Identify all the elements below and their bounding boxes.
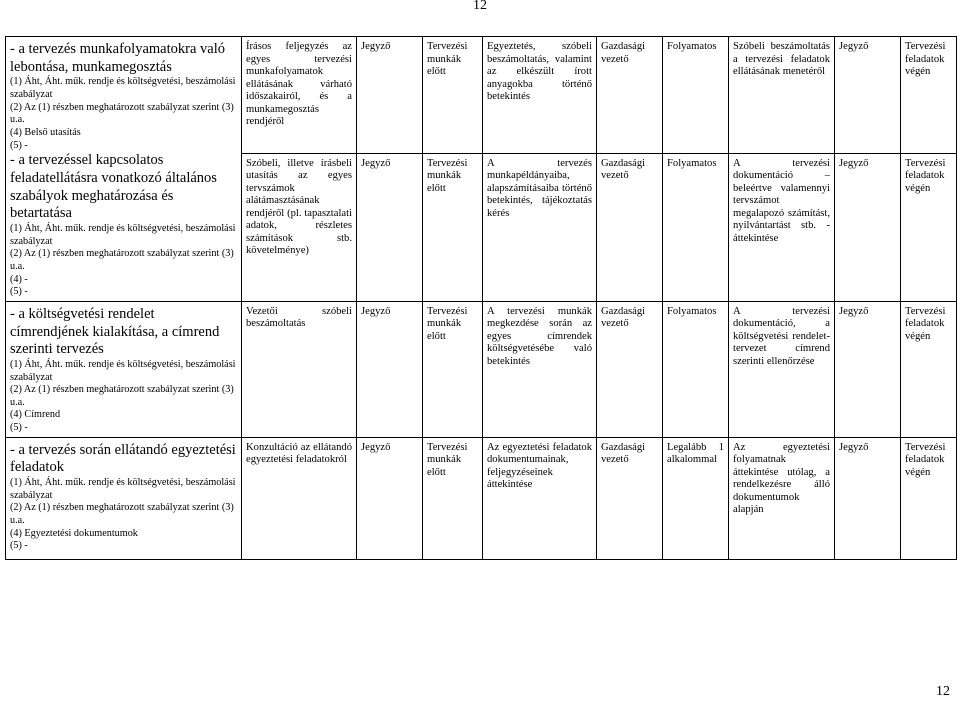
- timing: Tervezési munkák előtt: [423, 301, 483, 437]
- checker: Gazdasági vezető: [597, 37, 663, 154]
- reviewer: Jegyző: [835, 437, 901, 559]
- activity-title: - a költségvetési rendelet címrendjének kialakítása, a címrend szerinti tervezés: [10, 305, 220, 358]
- table-row: [6, 301, 957, 437]
- activity-ref: (5) -: [10, 540, 28, 552]
- activity-ref: (2) Az (1) részben meghatározott szabályzat szerint (3) u.a.: [10, 384, 234, 408]
- checker: Gazdasági vezető: [597, 437, 663, 559]
- frequency: Folyamatos: [663, 301, 729, 437]
- review-timing: Tervezési feladatok végén: [901, 153, 957, 301]
- activity-ref: (2) Az (1) részben meghatározott szabályzat szerint (3) u.a.: [10, 502, 234, 527]
- activity-ref: (4) Belső utasítás: [10, 126, 81, 138]
- frequency: Folyamatos: [663, 153, 729, 301]
- timing: Tervezési munkák előtt: [423, 153, 483, 301]
- activity-ref: (5) -: [10, 139, 28, 151]
- reviewer: Jegyző: [835, 153, 901, 301]
- page-number-top: 12: [473, 0, 487, 13]
- review-method: Az egyeztetési folyamatnak áttekintése utólag, a rendelkezésre álló dokumentumok alapján: [729, 437, 835, 559]
- activity-ref: (1) Áht, Áht. műk. rendje és költségvetési, beszámolási szabályzat: [10, 477, 236, 501]
- control-method: Írásos feljegyzés az egyes tervezési munkafolyamatok ellátásának várható időszakairól, és a munkamegosztás rendjéről: [242, 37, 357, 154]
- control-method: Szóbeli, illetve írásbeli utasítás az egyes tervszámok alátámasztásának rendjéről (pl. tapasztalati adatok, részletes számítások stb. követelménye): [242, 153, 357, 301]
- check-method: A tervezési munkák megkezdése során az egyes címrendek költségvetésébe való betekintés: [483, 301, 597, 437]
- check-method: Egyeztetés, szóbeli beszámoltatás, valamint az elkészült írott anyagokba történő betekintés: [483, 37, 597, 154]
- activity-title: - a tervezés munkafolyamatokra való lebontása, munkamegosztás: [10, 41, 225, 75]
- activity-ref: (5) -: [10, 286, 28, 298]
- frequency: Folyamatos: [663, 37, 729, 154]
- activity-ref: (4) Címrend: [10, 409, 61, 421]
- control-method: Vezetői szóbeli beszámoltatás: [242, 301, 357, 437]
- review-timing: Tervezési feladatok végén: [901, 437, 957, 559]
- review-method: A tervezési dokumentáció, a költségvetési rendelet-tervezet címrend szerinti ellenőrzése: [729, 301, 835, 437]
- review-method: A tervezési dokumentáció – beleértve valamennyi tervszámot megalapozó számítást, nyilvántartást stb. - áttekintése: [729, 153, 835, 301]
- check-method: Az egyeztetési feladatok dokumentumainak, feljegyzéseinek áttekintése: [483, 437, 597, 559]
- activity-ref: (5) -: [10, 422, 28, 434]
- table-row: [6, 37, 957, 154]
- activity-title: - a tervezés során ellátandó egyeztetési feladatok: [10, 441, 236, 476]
- activity-cell: [6, 301, 242, 437]
- activity-cell: [6, 437, 242, 559]
- activity-ref: (1) Áht, Áht. műk. rendje és költségvetési, beszámolási szabályzat: [10, 358, 236, 383]
- activity-ref: (1) Áht, Áht. műk. rendje és költségvetési, beszámolási szabályzat: [10, 222, 236, 247]
- activity-cell: [6, 37, 242, 302]
- activity-ref: (2) Az (1) részben meghatározott szabályzat szerint (3) u.a.: [10, 101, 234, 126]
- activity-title: - a tervezéssel kapcsolatos feladatellátásra vonatkozó általános szabályok meghatározása és betartatása: [10, 152, 217, 222]
- check-method: A tervezés munkapéldányaiba, alapszámításaiba történő betekintés, tájékoztatás kérés: [483, 153, 597, 301]
- timing: Tervezési munkák előtt: [423, 437, 483, 559]
- activity-ref: (4) -: [10, 273, 28, 285]
- responsible: Jegyző: [357, 301, 423, 437]
- timing: Tervezési munkák előtt: [423, 37, 483, 154]
- activity-ref: (1) Áht, Áht. műk. rendje és költségvetési, beszámolási szabályzat: [10, 76, 236, 101]
- table-row: [6, 437, 957, 559]
- responsible: Jegyző: [357, 37, 423, 154]
- review-timing: Tervezési feladatok végén: [901, 37, 957, 154]
- page-number-bottom: 12: [936, 684, 950, 699]
- reviewer: Jegyző: [835, 37, 901, 154]
- checker: Gazdasági vezető: [597, 301, 663, 437]
- activity-ref: (2) Az (1) részben meghatározott szabályzat szerint (3) u.a.: [10, 248, 234, 272]
- control-method: Konzultáció az ellátandó egyeztetési feladatokról: [242, 437, 357, 559]
- responsible: Jegyző: [357, 437, 423, 559]
- responsible: Jegyző: [357, 153, 423, 301]
- frequency: Legalább 1 alkalommal: [663, 437, 729, 559]
- review-timing: Tervezési feladatok végén: [901, 301, 957, 437]
- checker: Gazdasági vezető: [597, 153, 663, 301]
- review-method: Szóbeli beszámoltatás a tervezési feladatok ellátásának menetéről: [729, 37, 835, 154]
- reviewer: Jegyző: [835, 301, 901, 437]
- activity-ref: (4) Egyeztetési dokumentumok: [10, 527, 138, 539]
- control-table: [5, 36, 957, 560]
